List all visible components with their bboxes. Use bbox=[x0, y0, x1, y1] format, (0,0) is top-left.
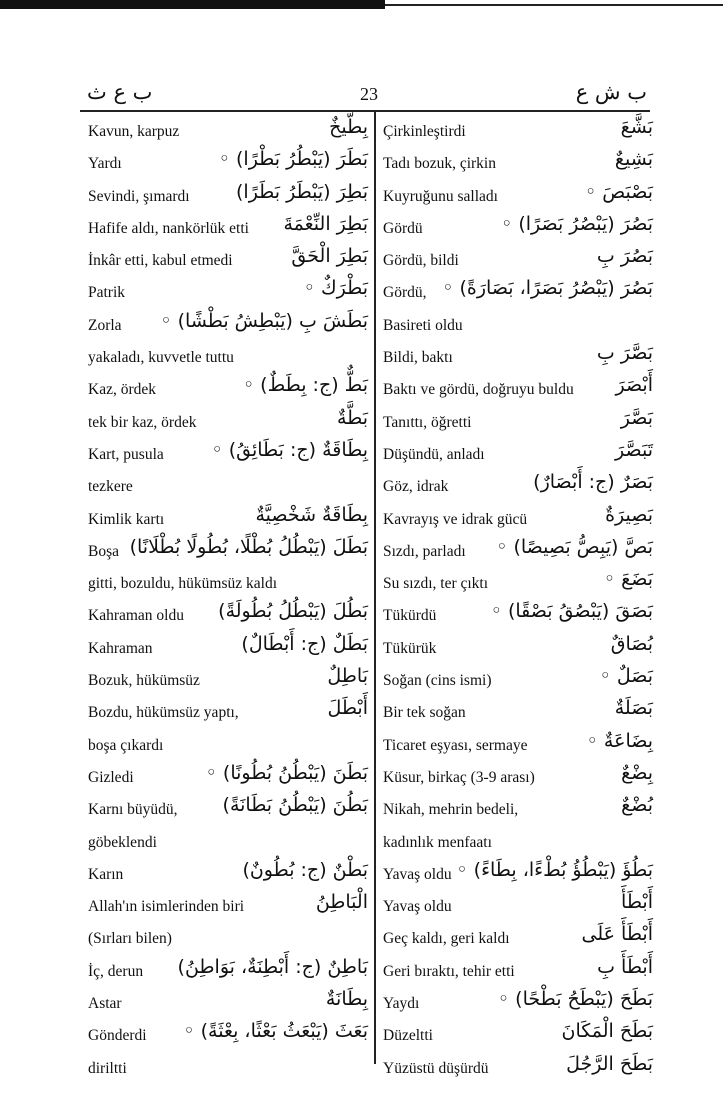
arabic-headword: بَصَّ (يَبِصُّ بَصِيصًا) ◦ bbox=[496, 535, 653, 558]
column-divider bbox=[374, 111, 376, 1064]
left-entry bbox=[88, 633, 368, 665]
left-entry bbox=[88, 891, 368, 923]
turkish-meaning: Yavaş oldu bbox=[383, 898, 452, 916]
turkish-meaning: Sızdı, parladı bbox=[383, 542, 466, 560]
top-border-line bbox=[385, 4, 723, 6]
arabic-headword: بَشِيعٌ bbox=[614, 148, 653, 171]
arabic-headword: بَعَثَ (يَبْعَثُ بَعْثًا، بِعْثَةً) ◦ bbox=[183, 1020, 368, 1043]
turkish-meaning: Zorla bbox=[88, 316, 122, 334]
arabic-headword: بَطِرَ الْحَقَّ bbox=[291, 245, 368, 268]
right-entry bbox=[383, 988, 653, 1020]
turkish-meaning: Karnı büyüdü, bbox=[88, 801, 178, 819]
right-entry bbox=[383, 536, 653, 568]
arabic-headword: بَطَرَ (يَبْطُرُ بَطْرًا) ◦ bbox=[218, 148, 368, 171]
left-entry bbox=[88, 471, 368, 503]
left-entry bbox=[88, 407, 368, 439]
arabic-headword: بَطْنٌ (ج: بُطُونٌ) bbox=[242, 858, 368, 881]
arabic-headword: بَضَعَ ◦ bbox=[603, 568, 653, 591]
arabic-headword: بَطَنَ (يَبْطُنُ بُطُونًا) ◦ bbox=[205, 761, 368, 784]
arabic-headword: بَاطِنٌ (ج: أَبْطِنَةٌ، بَوَاطِنُ) bbox=[177, 955, 368, 978]
left-entry bbox=[88, 1020, 368, 1052]
turkish-meaning: Allah'ın isimlerinden biri bbox=[88, 898, 245, 916]
arabic-headword: بَطٌّ (ج: بِطَطٌ) ◦ bbox=[242, 374, 368, 397]
turkish-meaning: Gördü bbox=[383, 219, 423, 237]
header-right-letters: ب ش ع bbox=[575, 80, 647, 104]
right-entry bbox=[383, 213, 653, 245]
arabic-headword: بَطَلٌ (ج: أَبْطَالٌ) bbox=[241, 632, 368, 655]
right-entry bbox=[383, 471, 653, 503]
arabic-headword: بَصِيرَةٌ bbox=[605, 503, 653, 526]
left-entry bbox=[88, 600, 368, 632]
turkish-meaning: Hafife aldı, nankörlük etti bbox=[88, 219, 249, 237]
turkish-meaning: Tadı bozuk, çirkin bbox=[383, 155, 496, 173]
arabic-headword: أَبْطَلَ bbox=[327, 697, 368, 720]
right-entry bbox=[383, 568, 653, 600]
right-entry bbox=[383, 439, 653, 471]
left-entry bbox=[88, 794, 368, 826]
turkish-meaning: Kimlik kartı bbox=[88, 510, 165, 528]
arabic-headword: بَطَشَ بِ (يَبْطِشُ بَطْشًا) ◦ bbox=[160, 309, 368, 332]
left-entry bbox=[88, 697, 368, 729]
left-entry bbox=[88, 988, 368, 1020]
arabic-headword: أَبْطَأَ bbox=[621, 891, 653, 914]
turkish-meaning: Yavaş oldu bbox=[383, 865, 452, 883]
left-entry bbox=[88, 504, 368, 536]
turkish-meaning: Tükürdü bbox=[383, 607, 437, 625]
arabic-headword: بَطُنَ (يَبْطُنُ بَطَانَةً) bbox=[222, 794, 368, 817]
left-entry bbox=[88, 277, 368, 309]
turkish-meaning: Küsur, birkaç (3-9 arası) bbox=[383, 768, 535, 786]
left-entry bbox=[88, 374, 368, 406]
turkish-meaning: Gördü, bildi bbox=[383, 252, 459, 270]
turkish-meaning: Geri bıraktı, tehir etti bbox=[383, 962, 515, 980]
right-entry bbox=[383, 181, 653, 213]
turkish-meaning: Yaydı bbox=[383, 995, 420, 1013]
turkish-meaning: Bir tek soğan bbox=[383, 704, 466, 722]
header-rule bbox=[80, 110, 650, 112]
turkish-meaning: Gördü, bbox=[383, 284, 427, 302]
arabic-headword: بَصَرٌ (ج: أَبْصَارٌ) bbox=[533, 471, 653, 494]
turkish-meaning: Düşündü, anladı bbox=[383, 445, 485, 463]
arabic-headword: بَصَلٌ ◦ bbox=[599, 665, 653, 688]
right-entry bbox=[383, 504, 653, 536]
left-entry bbox=[88, 181, 368, 213]
turkish-meaning: Kuyruğunu salladı bbox=[383, 187, 498, 205]
right-entry bbox=[383, 956, 653, 988]
arabic-headword: بِطَانَةٌ bbox=[325, 988, 368, 1011]
turkish-meaning: Kahraman bbox=[88, 639, 153, 657]
left-entry bbox=[88, 536, 368, 568]
turkish-meaning: göbeklendi bbox=[88, 833, 157, 851]
arabic-headword: أَبْصَرَ bbox=[615, 374, 653, 397]
turkish-meaning: Kaz, ördek bbox=[88, 381, 156, 399]
left-entry bbox=[88, 213, 368, 245]
left-entry bbox=[88, 148, 368, 180]
arabic-headword: بَطَحَ الْمَكَانَ bbox=[561, 1020, 653, 1043]
turkish-meaning: Baktı ve gördü, doğruyu buldu bbox=[383, 381, 574, 399]
left-entry bbox=[88, 310, 368, 342]
right-entry bbox=[383, 277, 653, 309]
turkish-meaning: İnkâr etti, kabul etmedi bbox=[88, 252, 233, 270]
arabic-headword: بَاطِلٌ bbox=[327, 665, 368, 688]
arabic-headword: بَصُرَ بِ bbox=[596, 245, 653, 268]
arabic-headword: أَبْطَأَ بِ bbox=[597, 955, 653, 978]
turkish-meaning: Düzeltti bbox=[383, 1027, 433, 1045]
turkish-meaning: Gönderdi bbox=[88, 1027, 147, 1045]
right-entry bbox=[383, 245, 653, 277]
left-column bbox=[88, 116, 368, 1085]
left-entry bbox=[88, 923, 368, 955]
right-entry bbox=[383, 148, 653, 180]
turkish-meaning: yakaladı, kuvvetle tuttu bbox=[88, 349, 234, 367]
arabic-headword: بَصُرَ (يَبْصُرُ بَصَرًا) ◦ bbox=[501, 212, 653, 235]
right-entry bbox=[383, 730, 653, 762]
arabic-headword: بِضْعٌ bbox=[621, 761, 653, 784]
turkish-meaning: Kart, pusula bbox=[88, 445, 164, 463]
turkish-meaning: Göz, idrak bbox=[383, 478, 449, 496]
arabic-headword: بَصَّرَ bbox=[620, 406, 653, 429]
turkish-meaning: boşa çıkardı bbox=[88, 736, 164, 754]
turkish-meaning: Nikah, mehrin bedeli, bbox=[383, 801, 519, 819]
arabic-headword: بَطَلَ (يَبْطُلُ بُطْلًا، بُطُولًا بُطْلَانًا) bbox=[129, 535, 368, 558]
left-entry bbox=[88, 245, 368, 277]
turkish-meaning: Sevindi, şımardı bbox=[88, 187, 190, 205]
right-entry bbox=[383, 859, 653, 891]
right-entry bbox=[383, 116, 653, 148]
right-entry bbox=[383, 794, 653, 826]
turkish-meaning: Yüzüstü düşürdü bbox=[383, 1059, 489, 1077]
arabic-headword: بَطُلَ (يَبْطُلُ بُطُولَةً) bbox=[218, 600, 368, 623]
top-border-bar bbox=[0, 0, 385, 9]
arabic-headword: بَصُرَ (يَبْصُرُ بَصَرًا، بَصَارَةً) ◦ bbox=[442, 277, 653, 300]
arabic-headword: بَصْبَصَ ◦ bbox=[584, 180, 653, 203]
turkish-meaning: Yardı bbox=[88, 155, 122, 173]
arabic-headword: الْبَاطِنُ bbox=[315, 891, 368, 914]
turkish-meaning: gitti, bozuldu, hükümsüz kaldı bbox=[88, 575, 277, 593]
arabic-headword: بَطْرَكٌ ◦ bbox=[303, 277, 368, 300]
turkish-meaning: Soğan (cins ismi) bbox=[383, 672, 492, 690]
turkish-meaning: Tanıttı, öğretti bbox=[383, 413, 472, 431]
turkish-meaning: Boşa bbox=[88, 542, 119, 560]
arabic-headword: بِطَاقَةٌ شَخْصِيَّةٌ bbox=[255, 503, 368, 526]
arabic-headword: بَطَحَ (يَبْطَحُ بَطْحًا) ◦ bbox=[497, 988, 653, 1011]
right-entry bbox=[383, 407, 653, 439]
right-entry bbox=[383, 342, 653, 374]
turkish-meaning: Astar bbox=[88, 995, 122, 1013]
arabic-headword: بَصَّرَ بِ bbox=[596, 342, 653, 365]
arabic-headword: بِطَاقَةٌ (ج: بَطَائِقُ) ◦ bbox=[211, 438, 368, 461]
left-entry bbox=[88, 859, 368, 891]
left-entry bbox=[88, 762, 368, 794]
turkish-meaning: Kavun, karpuz bbox=[88, 123, 180, 140]
arabic-headword: بَطَحَ الرَّجُلَ bbox=[566, 1052, 653, 1075]
turkish-meaning: Ticaret eşyası, sermaye bbox=[383, 736, 528, 754]
left-entry bbox=[88, 956, 368, 988]
left-entry bbox=[88, 1053, 368, 1085]
arabic-headword: بَطَّةٌ bbox=[336, 406, 368, 429]
left-entry bbox=[88, 439, 368, 471]
turkish-meaning: Kavrayış ve idrak gücü bbox=[383, 510, 528, 528]
right-entry bbox=[383, 600, 653, 632]
header-left-letters: ب ع ث bbox=[87, 80, 153, 104]
turkish-meaning: Kahraman oldu bbox=[88, 607, 184, 625]
right-entry bbox=[383, 891, 653, 923]
left-entry bbox=[88, 568, 368, 600]
arabic-headword: بَطِرَ النِّعْمَةَ bbox=[283, 212, 368, 235]
right-entry bbox=[383, 827, 653, 859]
turkish-meaning: diriltti bbox=[88, 1059, 127, 1077]
turkish-meaning: Bozdu, hükümsüz yaptı, bbox=[88, 704, 239, 722]
arabic-headword: بَصَلَةٌ bbox=[614, 697, 653, 720]
turkish-meaning: tezkere bbox=[88, 478, 133, 496]
turkish-meaning: Geç kaldı, geri kaldı bbox=[383, 930, 510, 948]
turkish-meaning: Karın bbox=[88, 865, 124, 883]
arabic-headword: أَبْطَأَ عَلَى bbox=[581, 923, 653, 946]
right-entry bbox=[383, 762, 653, 794]
turkish-meaning: Çirkinleştirdi bbox=[383, 123, 466, 140]
left-entry bbox=[88, 665, 368, 697]
page-number: 23 bbox=[360, 84, 378, 104]
turkish-meaning: (Sırları bilen) bbox=[88, 930, 172, 948]
left-entry bbox=[88, 730, 368, 762]
arabic-headword: بَشَّعَ bbox=[620, 116, 653, 138]
turkish-meaning: Tükürük bbox=[383, 639, 437, 657]
right-entry bbox=[383, 697, 653, 729]
turkish-meaning: İç, derun bbox=[88, 962, 144, 980]
right-entry bbox=[383, 1053, 653, 1085]
right-entry bbox=[383, 374, 653, 406]
turkish-meaning: Bildi, baktı bbox=[383, 349, 453, 367]
turkish-meaning: Basireti oldu bbox=[383, 316, 463, 334]
left-entry bbox=[88, 342, 368, 374]
left-entry bbox=[88, 116, 368, 148]
right-entry bbox=[383, 665, 653, 697]
arabic-headword: بِضَاعَةٌ ◦ bbox=[586, 729, 653, 752]
turkish-meaning: Su sızdı, ter çıktı bbox=[383, 575, 489, 593]
left-entry bbox=[88, 827, 368, 859]
right-entry bbox=[383, 923, 653, 955]
arabic-headword: تَبَصَّرَ bbox=[615, 438, 653, 461]
arabic-headword: بَصَقَ (يَبْصُقُ بَصْقًا) ◦ bbox=[490, 600, 653, 623]
turkish-meaning: kadınlık menfaatı bbox=[383, 833, 492, 851]
turkish-meaning: Gizledi bbox=[88, 768, 134, 786]
turkish-meaning: Bozuk, hükümsüz bbox=[88, 672, 200, 690]
right-entry bbox=[383, 1020, 653, 1052]
turkish-meaning: Patrik bbox=[88, 284, 126, 302]
arabic-headword: بِطّيخٌ bbox=[329, 116, 368, 138]
arabic-headword: بَطُؤَ (يَبْطُؤُ بُطْءًا، بِطَاءً) ◦ bbox=[456, 858, 653, 881]
arabic-headword: بُصَاقٌ bbox=[610, 632, 653, 655]
turkish-meaning: tek bir kaz, ördek bbox=[88, 413, 197, 431]
right-column bbox=[383, 116, 653, 1085]
arabic-headword: بُضْعٌ bbox=[621, 794, 653, 817]
right-entry bbox=[383, 310, 653, 342]
arabic-headword: بَطِرَ (يَبْطَرُ بَطَرًا) bbox=[236, 180, 368, 203]
right-entry bbox=[383, 633, 653, 665]
